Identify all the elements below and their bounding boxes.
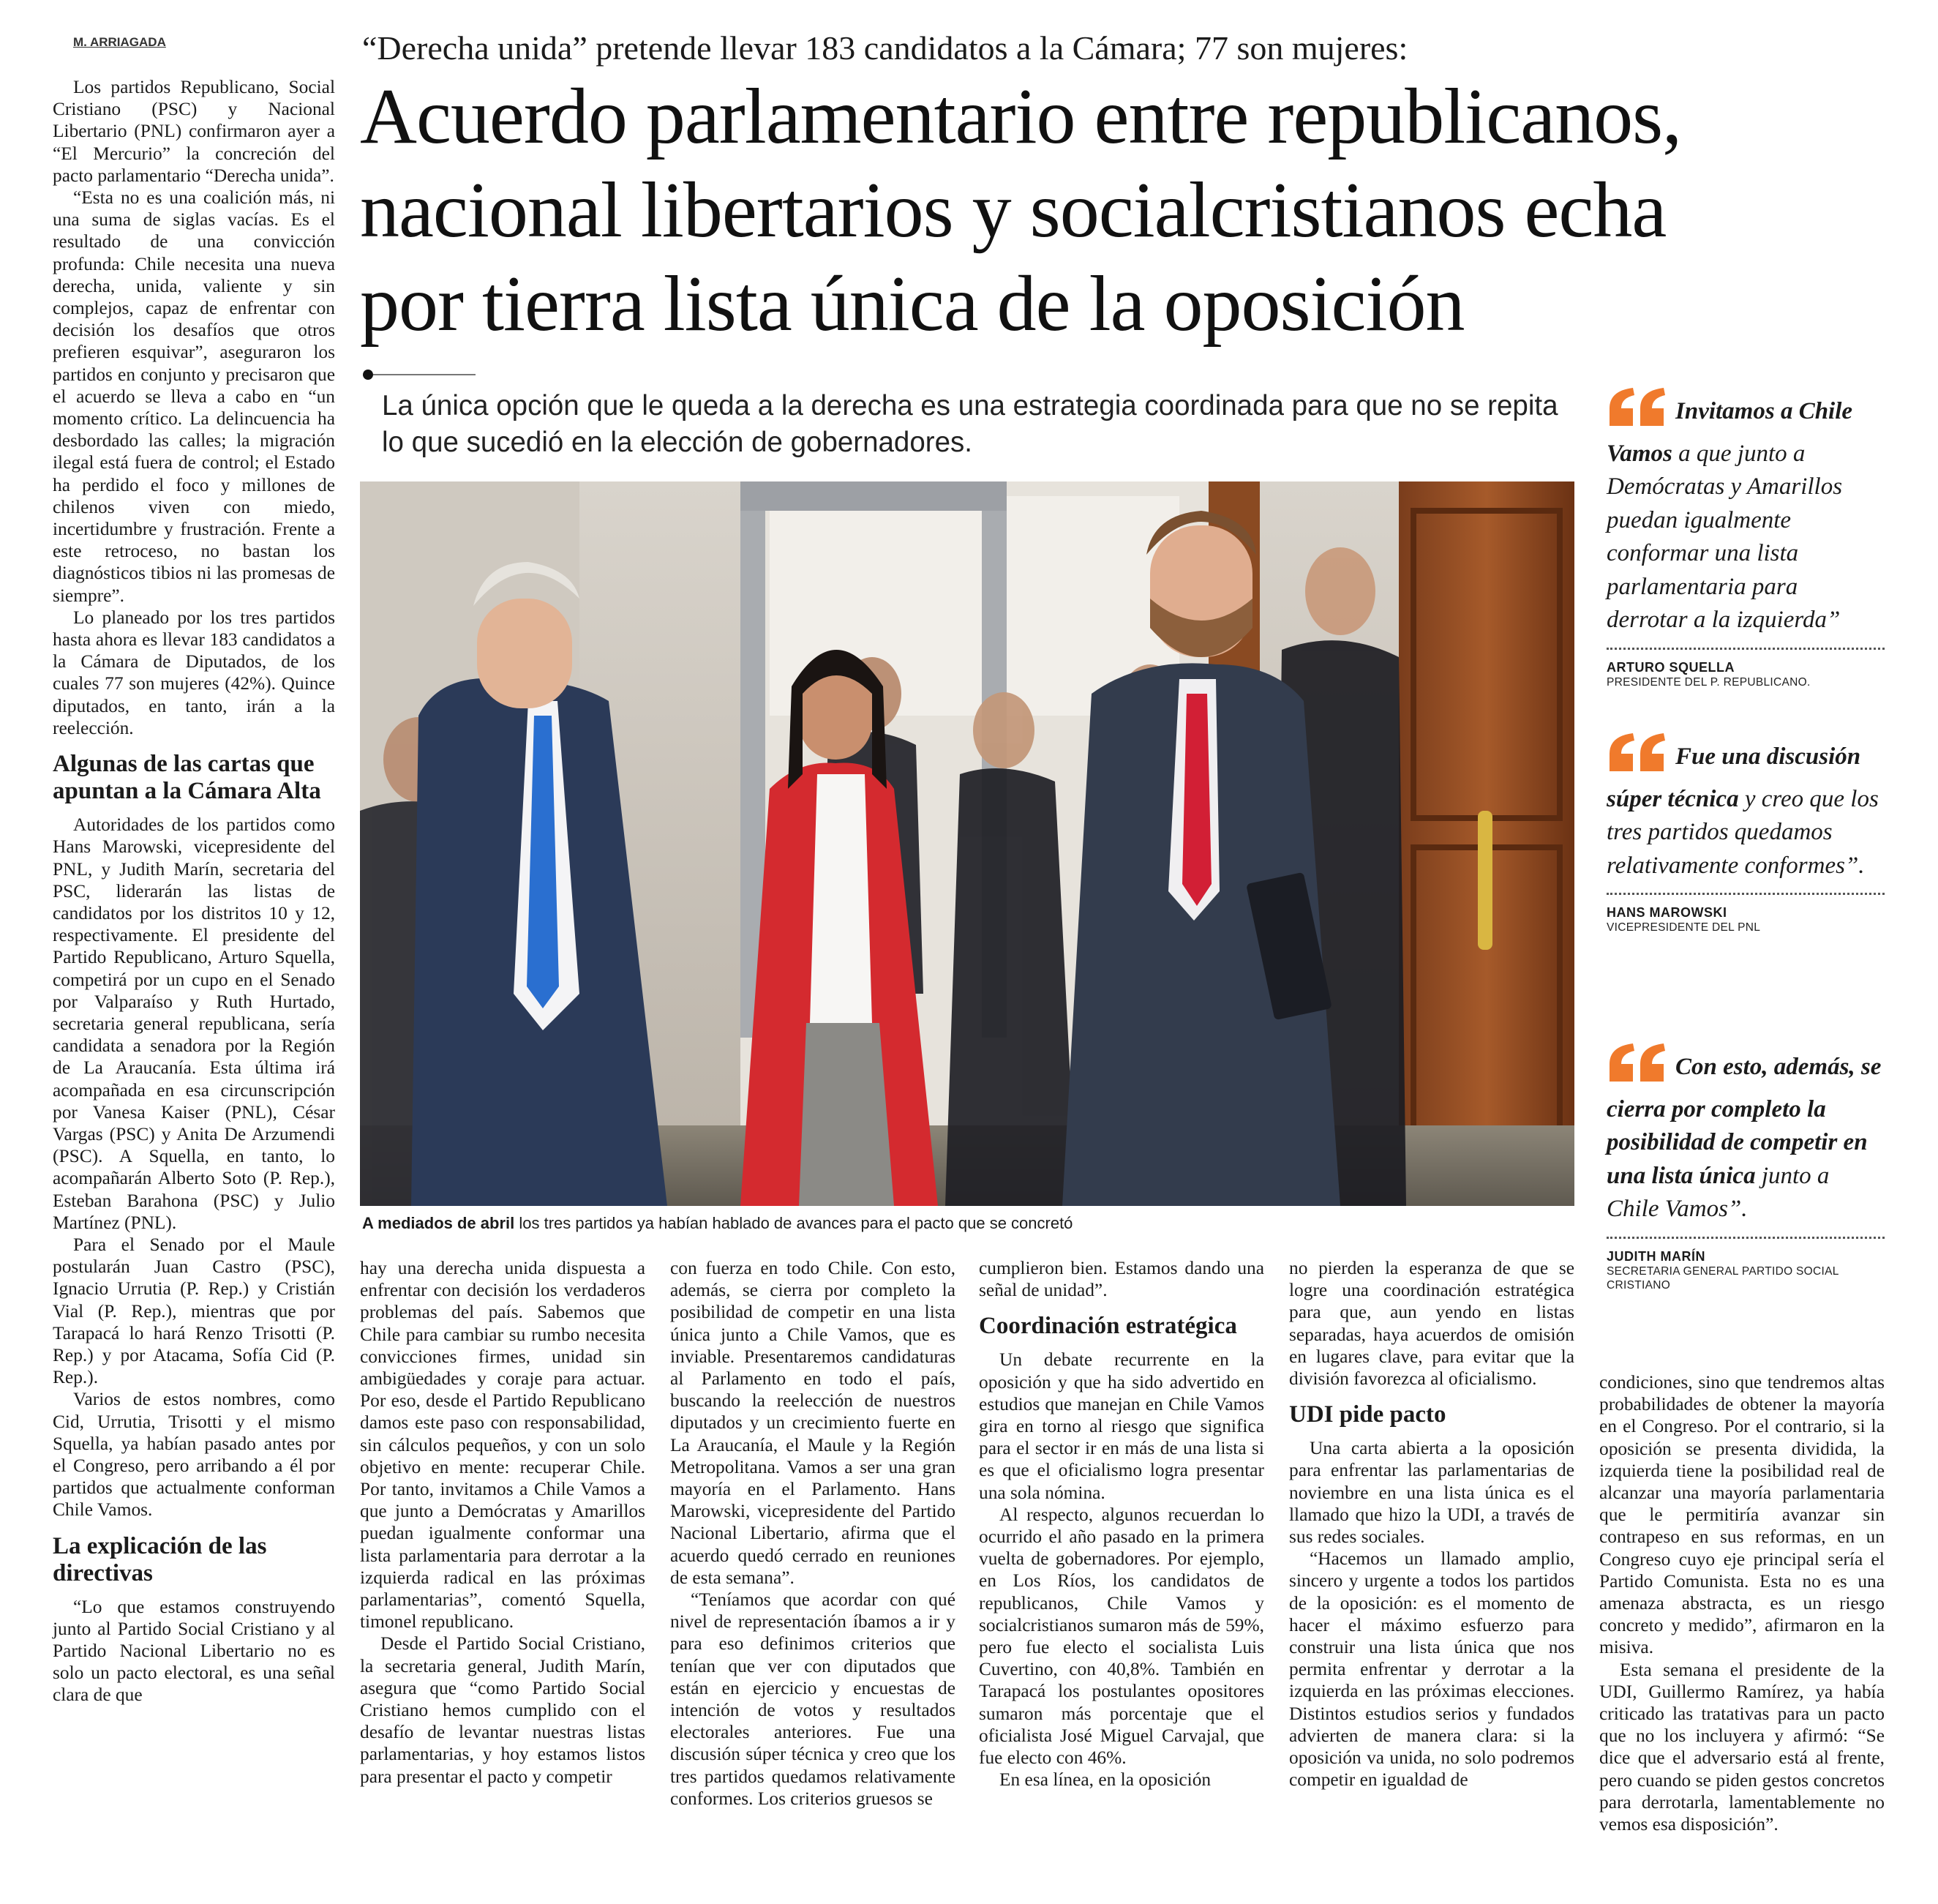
headline-line-3: por tierra lista única de la oposición xyxy=(360,261,1465,348)
quote-author-name: JUDITH MARÍN xyxy=(1607,1248,1705,1264)
caption-lead: A mediados de abril xyxy=(362,1214,515,1232)
section-heading: La explicación de las directivas xyxy=(53,1532,267,1586)
quote-mark-icon xyxy=(1607,1042,1668,1093)
quote-text: junto a Chile Vamos”. xyxy=(1607,1162,1830,1222)
pull-quote-3 xyxy=(1607,1042,1885,1292)
article-column-3 xyxy=(670,1257,955,1810)
paragraph: Esta semana el presidente de la UDI, Guillermo Ramírez, ya había criticado las tratativas para un pacto que no los incluyera y afirmó: “Se dice que el adversario está al frente, pero cuando se piden gestos concretos para derrotarla, lamentablemente no vemos esa disposición”. xyxy=(1599,1659,1885,1835)
kicker: “Derecha unida” pretende llevar 183 candidatos a la Cámara; 77 son mujeres: xyxy=(362,29,1408,67)
paragraph: no pierden la esperanza de que se logre una coordinación estratégica para que, aun yendo en listas separadas, haya acuerdos de omisión en lugares clave, para evitar que la división favorezca al oficialismo. xyxy=(1289,1258,1574,1390)
article-column-4 xyxy=(979,1257,1264,1791)
article-column-2 xyxy=(360,1257,645,1788)
headline-line-1: Acuerdo parlamentario entre republicanos, xyxy=(360,73,1682,160)
photo-caption xyxy=(362,1213,1577,1234)
quote-mark-icon xyxy=(1607,386,1668,438)
paragraph: Al respecto, algunos recuerdan lo ocurrido el año pasado en la primera vuelta de gobernadores. Por ejemplo, en Los Ríos, los candidatos de republicanos, Chile Vamos y socialcristianos sumaron más de 59%, pero fue electo el socialista Luis Cuvertino, con 40,8%. También en Tarapacá los postulantes opositores sumaron más porcentaje que el oficialista José Miguel Carvajal, que fue electo con 46%. xyxy=(979,1504,1264,1769)
paragraph: Una carta abierta a la oposición para enfrentar las parlamentarias de noviembre en una lista única es el llamado que hizo la UDI, a través de sus redes sociales. xyxy=(1289,1438,1574,1548)
section-heading: UDI pide pacto xyxy=(1289,1401,1446,1428)
paragraph: “Teníamos que acordar con qué nivel de representación íbamos a ir y para eso definimos criterios que tenían que ver con diputados que están en ejercicio y encuestas de intención de votos y resultados electorales anteriores. Fue una discusión súper técnica y creo que los tres partidos quedamos relativamente conformes. Los criterios gruesos se xyxy=(670,1589,955,1809)
subhead: La única opción que le queda a la derecha es una estrategia coordinada para que no se repita lo que sucedió en la elección de gobernadores. xyxy=(382,390,1558,458)
paragraph: En esa línea, en la oposición xyxy=(999,1769,1212,1791)
quote-author-role: PRESIDENTE DEL P. REPUBLICANO. xyxy=(1607,675,1811,689)
paragraph: con fuerza en todo Chile. Con esto, además, se cierra por completo la posibilidad de competir en una lista única junto a Chile Vamos, que es inviable. Presentaremos candidaturas al Parlamento en todo el país, buscando la reelección de nuestros diputados y un crecimiento fuerte en La Araucanía, el Maule y la Región Metropolitana. Vamos a ser una gran mayoría en el Parlamento. Hans Marowski, vicepresidente del Partido Nacional Libertario, afirma que el acuerdo quedó cerrado en reuniones de esta semana”. xyxy=(670,1258,955,1588)
pull-quote-2 xyxy=(1607,732,1885,934)
quote-author-name: ARTURO SQUELLA xyxy=(1607,659,1735,675)
caption-text: los tres partidos ya habían hablado de avances para el pacto que se concretó xyxy=(514,1214,1073,1232)
paragraph: Autoridades de los partidos como Hans Marowski, vicepresidente del PNL, y Judith Marín, secretaria del PSC, liderarán las listas de candidatos por los distritos 10 y 12, respectivamente. El presidente del Partido Republicano, Arturo Squella, competirá por un cupo en el Senado por Valparaíso y Ruth Hurtado, secretaria general republicana, sería candidata a senadora por la Región de La Araucanía. Esta última irá acompañada en esa circunscripción por Vanesa Kaiser (PNL), César Vargas (PSC) y Anita De Arzumendi (PSC). A Squella, en tanto, lo acompañarán Alberto Soto (P. Rep.), Esteban Barahona (PSC) y Julio Martínez (PNL). xyxy=(53,814,335,1233)
news-photo xyxy=(360,481,1574,1206)
paragraph: “Lo que estamos construyendo junto al Partido Social Cristiano y al Partido Nacional Libertario no es solo un pacto electoral, es una señal clara de que xyxy=(53,1596,335,1706)
quote-lead: Fue una discusión súper técnica xyxy=(1607,743,1861,812)
paragraph: Para el Senado por el Maule postularán Juan Castro (PSC), Ignacio Urrutia (P. Rep.) y Cristián Vial (P. Rep.), mientras que por Tarapacá lo hará Renzo Trisotti (P. Rep.) y por Atacama, Sofía Cid (P. Rep.). xyxy=(53,1234,335,1388)
paragraph: “Hacemos un llamado amplio, sincero y urgente a todos los partidos de la oposición: es el momento de hacer el máximo esfuerzo para construir una lista única que nos permita enfrentar y derrotar a la izquierda en las próximas elecciones. Distintos estudios serios y fundados advierten de manera clara: si la oposición va unida, no solo podremos competir en igualdad de xyxy=(1289,1548,1574,1791)
paragraph: “Esta no es una coalición más, ni una suma de siglas vacías. Es el resultado de una convicción profunda: Chile necesita una nueva derecha, unida, valiente y sin complejos, capaz de enfrentar con decisión los desafíos que otros prefieren esquivar”, aseguraron los partidos en conjunto y precisaron que el acuerdo se lleva a cabo en “un momento crítico. La delincuencia ha desbordado las calles; la migración ilegal está fuera de control; el Estado ha perdido el foco y millones de chilenos viven con miedo, incertidumbre y frustración. Frente a este retroceso, no bastan los diagnósticos tibios ni las promesas de siempre”. xyxy=(53,187,335,606)
paragraph: hay una derecha unida dispuesta a enfrentar con decisión los verdaderos problemas del país. Sabemos que Chile para cambiar su rumbo necesita convicciones firmes, unidad sin ambigüedades y coraje para actuar. Por eso, desde el Partido Republicano damos este paso con responsabilidad, sin cálculos pequeños, y con un solo objetivo en mente: recuperar Chile. Por tanto, invitamos a Chile Vamos a que junto a Demócratas y Amarillos puedan igualmente conformar una lista parlamentaria para derrotar a la izquierda radical en las próximas parlamentarias”, comentó Squella, timonel republicano. xyxy=(360,1258,645,1633)
decorative-dot xyxy=(363,370,373,380)
quote-text: y creo que los tres partidos quedamos relativamente conformes”. xyxy=(1607,785,1879,879)
paragraph: Varios de estos nombres, como Cid, Urrutia, Trisotti y el mismo Squella, ya habían pasado antes por el Congreso, pero arribando a él por partidos que actualmente conforman Chile Vamos. xyxy=(53,1389,335,1521)
paragraph: Los partidos Republicano, Social Cristiano (PSC) y Nacional Libertario (PNL) confirmaron ayer a “El Mercurio” la concreción del pacto parlamentario “Derecha unida”. xyxy=(53,77,335,186)
quote-author-name: HANS MAROWSKI xyxy=(1607,905,1727,920)
article-column-5 xyxy=(1289,1257,1574,1791)
quote-divider xyxy=(1607,648,1885,650)
quote-divider xyxy=(1607,1237,1885,1239)
article-column-1 xyxy=(53,76,335,1706)
article-column-6 xyxy=(1599,1371,1885,1835)
quote-mark-icon xyxy=(1607,732,1668,783)
pull-quote-1 xyxy=(1607,386,1885,689)
quote-text: a que junto a Demócratas y Amarillos puedan igualmente conformar una lista parlamentaria para derrotar a la izquierda” xyxy=(1607,440,1843,633)
quote-divider xyxy=(1607,893,1885,895)
paragraph: cumplieron bien. Estamos dando una señal de unidad”. xyxy=(979,1258,1264,1301)
quote-lead: Con esto, además, se cierra por completo la posibilidad de competir en una lista única xyxy=(1607,1054,1882,1189)
quote-author-role: SECRETARIA GENERAL PARTIDO SOCIAL CRISTIANO xyxy=(1607,1264,1839,1292)
headline xyxy=(360,70,1681,351)
headline-line-2: nacional libertarios y socialcristianos echa xyxy=(360,167,1667,254)
paragraph: Desde el Partido Social Cristiano, la secretaria general, Judith Marín, asegura que “como Partido Social Cristiano hemos cumplido con el desafío de levantar nuestras listas parlamentarias, y hoy estamos listos para presentar el pacto y competir xyxy=(360,1633,645,1787)
section-heading: Algunas de las cartas que apuntan a la Cámara Alta xyxy=(53,751,321,805)
paragraph: Lo planeado por los tres partidos hasta ahora es llevar 183 candidatos a la Cámara de Diputados, de los cuales 77 son mujeres (42%). Quince diputados, en tanto, irán a la reelección. xyxy=(53,607,335,738)
quote-lead: Invitamos a Chile Vamos xyxy=(1607,398,1853,467)
section-heading: Coordinación estratégica xyxy=(979,1313,1237,1340)
quote-author-role: VICEPRESIDENTE DEL PNL xyxy=(1607,921,1761,934)
photo-illustration xyxy=(360,481,1574,1206)
byline: M. ARRIAGADA xyxy=(73,35,166,49)
paragraph: condiciones, sino que tendremos altas probabilidades de obtener la mayoría en el Congreso. Por el contrario, si la oposición se presenta dividida, la izquierda tiene la posibilidad real de alcanzar una mayoría parlamentaria que le permitiría avanzar sin contrapeso en sus reformas, en un Congreso cuyo eje principal sería el Partido Comunista. Esta no es una amenaza abstracta, es un riesgo concreto y medido”, afirmaron en la misiva. xyxy=(1599,1372,1885,1658)
decorative-rule xyxy=(373,374,476,375)
paragraph: Un debate recurrente en la oposición y que ha sido advertido en estudios que manejan en Chile Vamos gira en torno al riesgo que significa para el sector ir en más de una lista si es que el oficialismo logra presentar una sola nómina. xyxy=(979,1349,1264,1503)
